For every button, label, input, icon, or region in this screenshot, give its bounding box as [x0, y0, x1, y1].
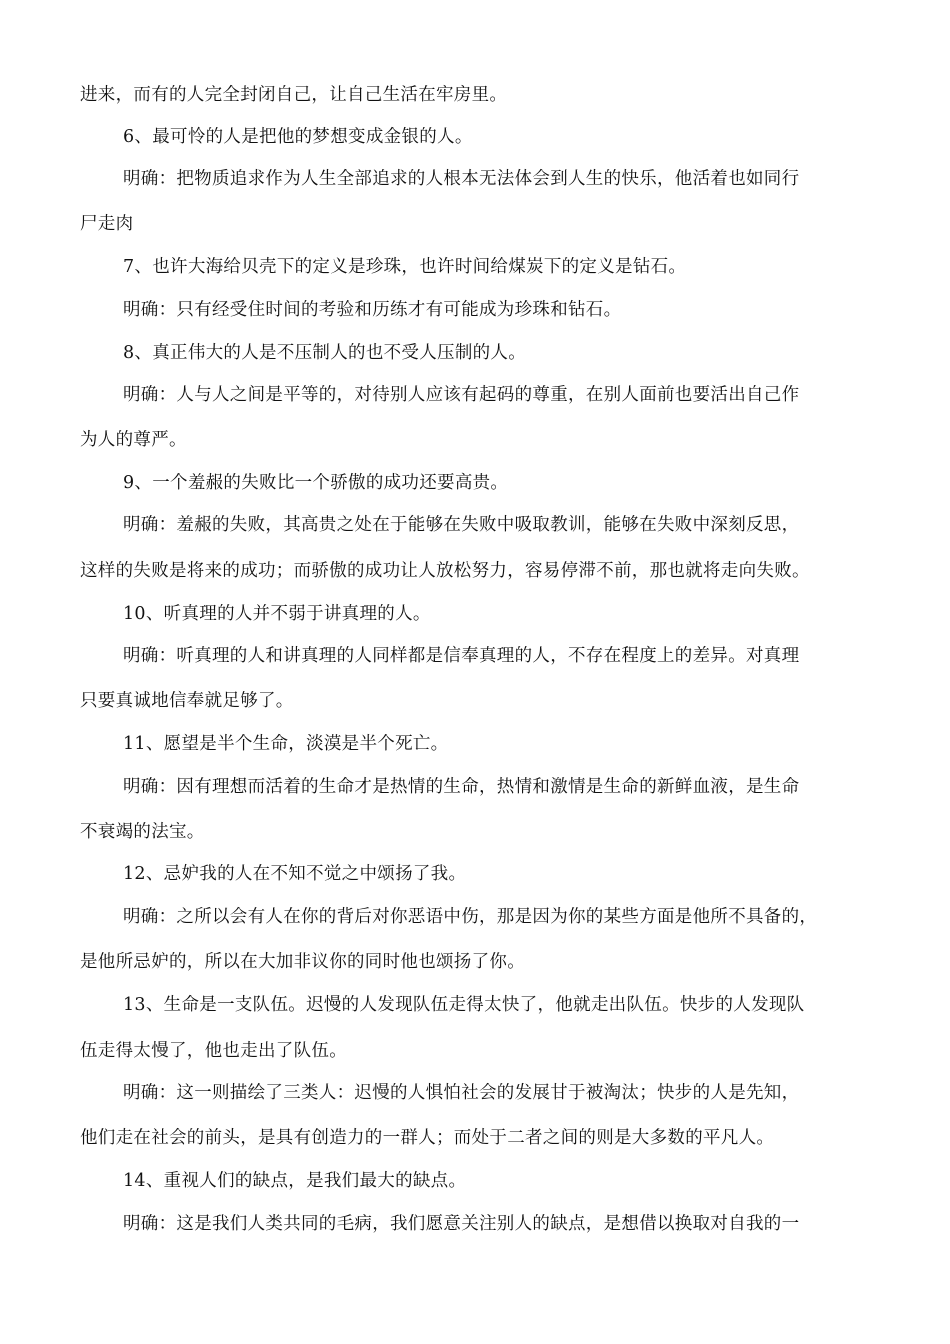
- text-line: 10、听真理的人并不弱于讲真理的人。: [123, 604, 431, 624]
- text-line: 12、忌妒我的人在不知不觉之中颂扬了我。: [123, 864, 467, 884]
- text-line: 7、也许大海给贝壳下的定义是珍珠，也许时间给煤炭下的定义是钻石。: [123, 257, 687, 277]
- text-line: 只要真诚地信奉就足够了。: [80, 691, 294, 711]
- text-line: 明确：人与人之间是平等的，对待别人应该有起码的尊重，在别人面前也要活出自己作: [123, 385, 800, 405]
- text-line: 进来，而有的人完全封闭自己，让自己生活在牢房里。: [80, 85, 508, 105]
- text-line: 明确：听真理的人和讲真理的人同样都是信奉真理的人，不存在程度上的差异。对真理: [123, 646, 800, 666]
- text-line: 13、生命是一支队伍。迟慢的人发现队伍走得太快了，他就走出队伍。快步的人发现队: [123, 995, 805, 1015]
- text-line: 是他所忌妒的，所以在大加非议你的同时他也颂扬了你。: [80, 952, 525, 972]
- text-line: 伍走得太慢了，他也走出了队伍。: [80, 1041, 347, 1061]
- text-line: 明确：这是我们人类共同的毛病，我们愿意关注别人的缺点，是想借以换取对自我的一: [123, 1214, 800, 1234]
- text-line: 为人的尊严。: [80, 430, 187, 450]
- text-line: 6、最可怜的人是把他的梦想变成金银的人。: [123, 127, 473, 147]
- text-line: 9、一个羞赧的失败比一个骄傲的成功还要高贵。: [123, 473, 509, 493]
- text-line: 明确：把物质追求作为人生全部追求的人根本无法体会到人生的快乐，他活着也如同行: [123, 169, 800, 189]
- text-line: 明确：这一则描绘了三类人：迟慢的人惧怕社会的发展甘于被淘汰；快步的人是先知，: [123, 1083, 800, 1103]
- text-line: 他们走在社会的前头，是具有创造力的一群人；而处于二者之间的则是大多数的平凡人。: [80, 1128, 775, 1148]
- text-line: 明确：只有经受住时间的考验和历练才有可能成为珍珠和钻石。: [123, 300, 622, 320]
- text-line: 明确：因有理想而活着的生命才是热情的生命，热情和激情是生命的新鲜血液，是生命: [123, 777, 800, 797]
- text-line: 明确：羞赧的失败，其高贵之处在于能够在失败中吸取教训，能够在失败中深刻反思，: [123, 515, 800, 535]
- text-line: 14、重视人们的缺点，是我们最大的缺点。: [123, 1171, 467, 1191]
- text-line: 8、真正伟大的人是不压制人的也不受人压制的人。: [123, 343, 527, 363]
- text-line: 明确：之所以会有人在你的背后对你恶语中伤，那是因为你的某些方面是他所不具备的，: [123, 907, 818, 927]
- text-line: 11、愿望是半个生命，淡漠是半个死亡。: [123, 734, 449, 754]
- text-line: 尸走肉: [80, 214, 134, 234]
- text-line: 不衰竭的法宝。: [80, 822, 205, 842]
- text-line: 这样的失败是将来的成功；而骄傲的成功让人放松努力，容易停滞不前，那也就将走向失败。: [80, 561, 810, 581]
